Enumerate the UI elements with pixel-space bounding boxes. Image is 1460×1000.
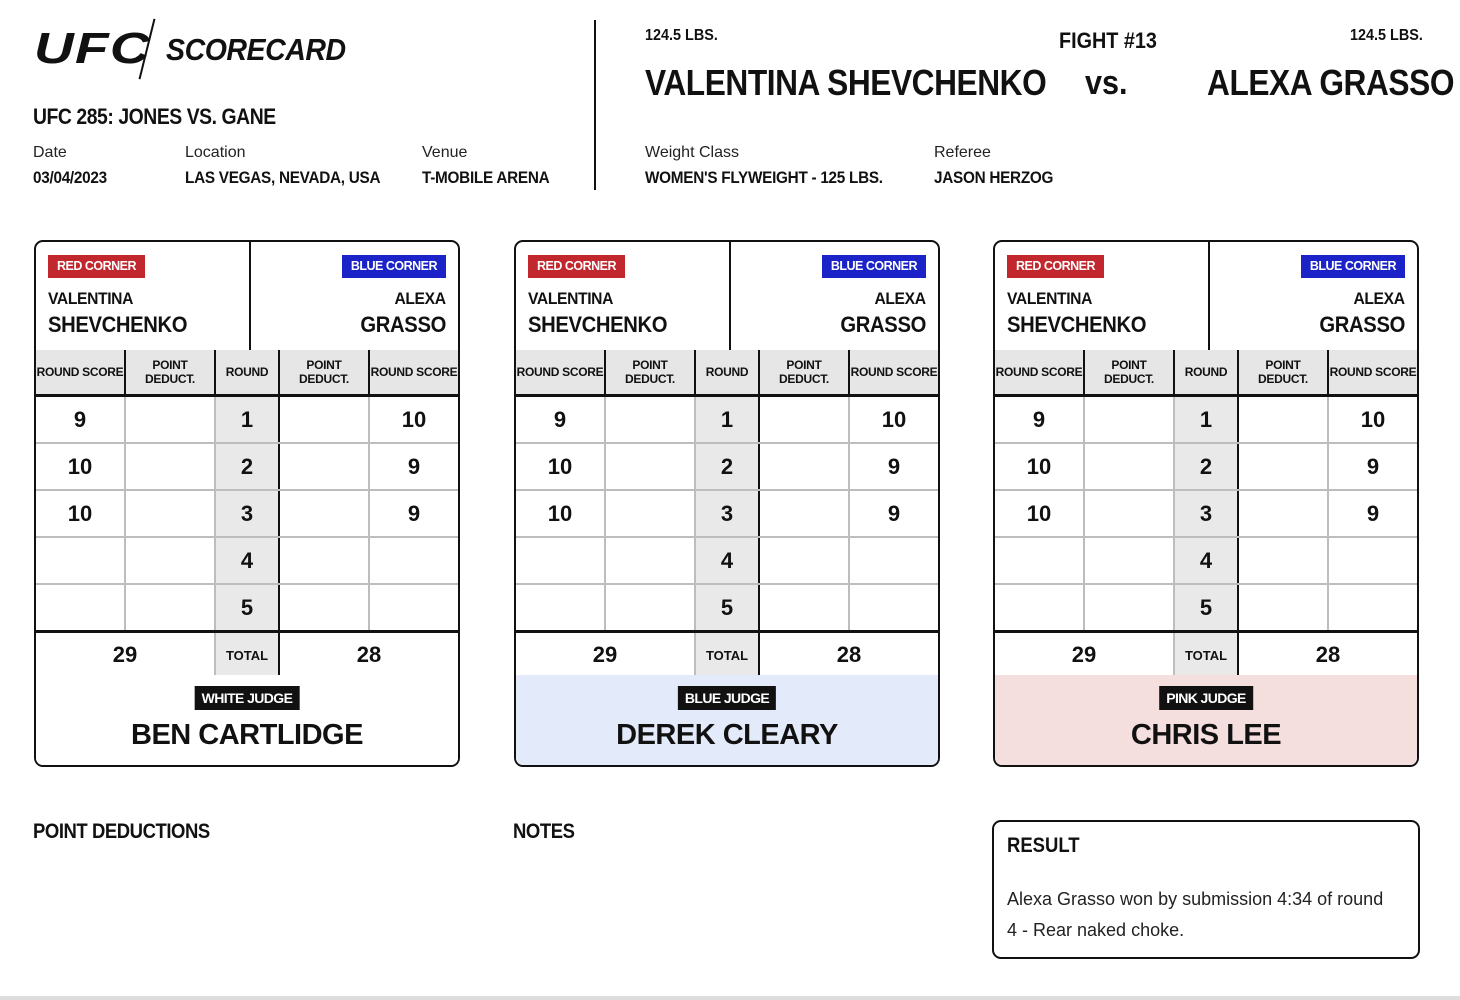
red-round-score: 10 xyxy=(995,443,1084,490)
col-red-point-deduct: POINT DEDUCT. xyxy=(125,350,215,396)
fight-number: FIGHT #13 xyxy=(1059,28,1157,53)
blue-round-score: 9 xyxy=(1328,490,1417,537)
red-point-deduction xyxy=(1084,537,1174,584)
blue-point-deduction xyxy=(759,537,849,584)
red-round-score: 9 xyxy=(995,396,1084,444)
blue-point-deduction xyxy=(759,396,849,444)
location-label: Location xyxy=(185,144,246,161)
round-row xyxy=(516,537,938,584)
red-fighter-last-name: SHEVCHENKO xyxy=(48,312,188,337)
red-corner-badge: RED CORNER xyxy=(1007,255,1104,278)
red-corner-badge: RED CORNER xyxy=(528,255,625,278)
round-number: 2 xyxy=(1174,443,1238,490)
col-blue-round-score: ROUND SCORE xyxy=(849,350,938,396)
round-number: 1 xyxy=(215,396,279,444)
score-table xyxy=(516,350,938,679)
blue-round-score xyxy=(369,537,458,584)
red-round-score xyxy=(995,584,1084,632)
round-row xyxy=(36,443,458,490)
total-label: TOTAL xyxy=(1174,632,1238,679)
red-weight: 124.5 LBS. xyxy=(645,27,718,44)
blue-fighter-first-name: ALEXA xyxy=(874,289,926,308)
round-number: 1 xyxy=(695,396,759,444)
blue-total: 28 xyxy=(1238,632,1417,679)
red-total: 29 xyxy=(995,632,1174,679)
red-round-score xyxy=(516,584,605,632)
blue-point-deduction xyxy=(279,396,369,444)
judge-area xyxy=(36,675,458,767)
date-label: Date xyxy=(33,144,67,161)
col-blue-point-deduct: POINT DEDUCT. xyxy=(279,350,369,396)
blue-round-score xyxy=(1328,537,1417,584)
round-row xyxy=(516,490,938,537)
blue-fighter-last-name: GRASSO xyxy=(840,312,926,337)
blue-round-score: 10 xyxy=(369,396,458,444)
blue-round-score: 10 xyxy=(1328,396,1417,444)
blue-point-deduction xyxy=(1238,584,1328,632)
blue-point-deduction xyxy=(279,443,369,490)
red-point-deduction xyxy=(1084,443,1174,490)
venue-label: Venue xyxy=(422,144,468,161)
red-round-score: 10 xyxy=(516,490,605,537)
red-round-score: 10 xyxy=(995,490,1084,537)
blue-weight: 124.5 LBS. xyxy=(1350,27,1423,44)
blue-round-score: 9 xyxy=(369,443,458,490)
judge-area xyxy=(995,675,1417,767)
col-red-round-score: ROUND SCORE xyxy=(36,350,125,396)
red-round-score: 9 xyxy=(516,396,605,444)
vs-label: vs. xyxy=(1085,64,1128,102)
red-round-score xyxy=(516,537,605,584)
blue-point-deduction xyxy=(1238,537,1328,584)
card-header xyxy=(516,242,938,352)
page-bottom-edge xyxy=(0,996,1460,1000)
round-number: 3 xyxy=(215,490,279,537)
blue-fighter-first-name: ALEXA xyxy=(394,289,446,308)
round-number: 3 xyxy=(695,490,759,537)
blue-round-score xyxy=(1328,584,1417,632)
red-total: 29 xyxy=(36,632,215,679)
round-row xyxy=(995,396,1417,444)
round-row xyxy=(36,537,458,584)
header-split xyxy=(249,242,251,350)
score-table xyxy=(995,350,1417,679)
blue-fighter-last-name: GRASSO xyxy=(360,312,446,337)
judge-name: CHRIS LEE xyxy=(1130,719,1282,751)
red-round-score xyxy=(995,537,1084,584)
round-row xyxy=(516,584,938,632)
red-point-deduction xyxy=(125,584,215,632)
date-value: 03/04/2023 xyxy=(33,168,107,187)
col-red-point-deduct: POINT DEDUCT. xyxy=(1084,350,1174,396)
round-number: 5 xyxy=(215,584,279,632)
blue-fighter-first-name: ALEXA xyxy=(1353,289,1405,308)
col-red-round-score: ROUND SCORE xyxy=(995,350,1084,396)
blue-point-deduction xyxy=(1238,490,1328,537)
red-round-score: 10 xyxy=(36,490,125,537)
score-table-header xyxy=(516,350,938,396)
referee-value: JASON HERZOG xyxy=(934,168,1054,187)
total-label: TOTAL xyxy=(215,632,279,679)
round-number: 2 xyxy=(695,443,759,490)
red-point-deduction xyxy=(605,537,695,584)
weight-class-value: WOMEN'S FLYWEIGHT - 125 LBS. xyxy=(645,168,883,187)
red-point-deduction xyxy=(125,443,215,490)
blue-point-deduction xyxy=(759,490,849,537)
round-row xyxy=(36,584,458,632)
judge-name: BEN CARTLIDGE xyxy=(131,719,363,751)
header-split xyxy=(1208,242,1210,350)
round-number: 5 xyxy=(1174,584,1238,632)
result-box xyxy=(992,820,1420,959)
col-blue-round-score: ROUND SCORE xyxy=(1328,350,1417,396)
red-point-deduction xyxy=(605,490,695,537)
result-title: RESULT xyxy=(1007,834,1080,857)
round-row xyxy=(516,396,938,444)
point-deductions-title: POINT DEDUCTIONS xyxy=(33,820,210,843)
blue-point-deduction xyxy=(279,490,369,537)
judge-scorecard xyxy=(993,240,1419,767)
judge-name: DEREK CLEARY xyxy=(616,719,838,751)
venue-value: T-MOBILE ARENA xyxy=(422,168,550,187)
location-value: LAS VEGAS, NEVADA, USA xyxy=(185,168,381,187)
blue-round-score: 9 xyxy=(1328,443,1417,490)
judge-area xyxy=(516,675,938,767)
blue-total: 28 xyxy=(759,632,938,679)
card-header xyxy=(36,242,458,352)
card-header xyxy=(995,242,1417,352)
judge-scorecard xyxy=(34,240,460,767)
referee-label: Referee xyxy=(934,144,991,161)
red-fighter-name: VALENTINA SHEVCHENKO xyxy=(645,62,1047,103)
blue-point-deduction xyxy=(279,584,369,632)
round-number: 4 xyxy=(215,537,279,584)
round-row xyxy=(995,584,1417,632)
col-blue-round-score: ROUND SCORE xyxy=(369,350,458,396)
blue-round-score: 9 xyxy=(849,490,938,537)
col-blue-point-deduct: POINT DEDUCT. xyxy=(1238,350,1328,396)
judge-scorecard xyxy=(514,240,940,767)
round-row xyxy=(516,443,938,490)
col-red-point-deduct: POINT DEDUCT. xyxy=(605,350,695,396)
round-row xyxy=(995,537,1417,584)
score-table xyxy=(36,350,458,679)
blue-point-deduction xyxy=(1238,443,1328,490)
red-point-deduction xyxy=(605,396,695,444)
total-row xyxy=(995,632,1417,679)
round-row xyxy=(995,443,1417,490)
blue-point-deduction xyxy=(279,537,369,584)
red-fighter-last-name: SHEVCHENKO xyxy=(1007,312,1147,337)
round-number: 5 xyxy=(695,584,759,632)
red-point-deduction xyxy=(1084,396,1174,444)
judge-badge: BLUE JUDGE xyxy=(678,686,776,710)
red-round-score: 9 xyxy=(36,396,125,444)
notes-title: NOTES xyxy=(513,820,575,843)
blue-round-score xyxy=(849,584,938,632)
round-number: 2 xyxy=(215,443,279,490)
blue-round-score: 10 xyxy=(849,396,938,444)
blue-point-deduction xyxy=(759,584,849,632)
blue-point-deduction xyxy=(1238,396,1328,444)
event-title: UFC 285: JONES VS. GANE xyxy=(33,104,276,129)
red-total: 29 xyxy=(516,632,695,679)
total-row xyxy=(516,632,938,679)
red-point-deduction xyxy=(125,490,215,537)
red-fighter-first-name: VALENTINA xyxy=(528,289,614,308)
total-label: TOTAL xyxy=(695,632,759,679)
round-row xyxy=(36,396,458,444)
logo-ufc-text: UFC xyxy=(34,24,151,73)
red-point-deduction xyxy=(1084,490,1174,537)
blue-round-score xyxy=(369,584,458,632)
header-divider xyxy=(594,20,596,190)
blue-total: 28 xyxy=(279,632,458,679)
blue-point-deduction xyxy=(759,443,849,490)
red-round-score xyxy=(36,537,125,584)
red-point-deduction xyxy=(125,396,215,444)
blue-round-score: 9 xyxy=(849,443,938,490)
header-split xyxy=(729,242,731,350)
col-red-round-score: ROUND SCORE xyxy=(516,350,605,396)
col-round: ROUND xyxy=(215,350,279,396)
red-point-deduction xyxy=(605,584,695,632)
score-table-header xyxy=(36,350,458,396)
col-blue-point-deduct: POINT DEDUCT. xyxy=(759,350,849,396)
col-round: ROUND xyxy=(1174,350,1238,396)
judge-badge: PINK JUDGE xyxy=(1159,686,1253,710)
red-fighter-first-name: VALENTINA xyxy=(1007,289,1093,308)
round-number: 4 xyxy=(695,537,759,584)
round-number: 4 xyxy=(1174,537,1238,584)
blue-corner-badge: BLUE CORNER xyxy=(1301,255,1405,278)
red-fighter-last-name: SHEVCHENKO xyxy=(528,312,668,337)
score-table-header xyxy=(995,350,1417,396)
red-round-score: 10 xyxy=(36,443,125,490)
red-fighter-first-name: VALENTINA xyxy=(48,289,134,308)
red-round-score xyxy=(36,584,125,632)
red-point-deduction xyxy=(1084,584,1174,632)
blue-fighter-last-name: GRASSO xyxy=(1319,312,1405,337)
red-round-score: 10 xyxy=(516,443,605,490)
judge-badge: WHITE JUDGE xyxy=(195,686,300,710)
total-row xyxy=(36,632,458,679)
blue-corner-badge: BLUE CORNER xyxy=(822,255,926,278)
round-number: 1 xyxy=(1174,396,1238,444)
logo-scorecard-text: SCORECARD xyxy=(166,32,346,67)
weight-class-label: Weight Class xyxy=(645,144,739,161)
blue-round-score: 9 xyxy=(369,490,458,537)
blue-corner-badge: BLUE CORNER xyxy=(342,255,446,278)
red-corner-badge: RED CORNER xyxy=(48,255,145,278)
red-point-deduction xyxy=(605,443,695,490)
result-text: Alexa Grasso won by submission 4:34 of round 4 - Rear naked choke. xyxy=(1007,889,1384,940)
col-round: ROUND xyxy=(695,350,759,396)
round-number: 3 xyxy=(1174,490,1238,537)
red-point-deduction xyxy=(125,537,215,584)
blue-round-score xyxy=(849,537,938,584)
round-row xyxy=(36,490,458,537)
round-row xyxy=(995,490,1417,537)
blue-fighter-name: ALEXA GRASSO xyxy=(1207,62,1455,103)
